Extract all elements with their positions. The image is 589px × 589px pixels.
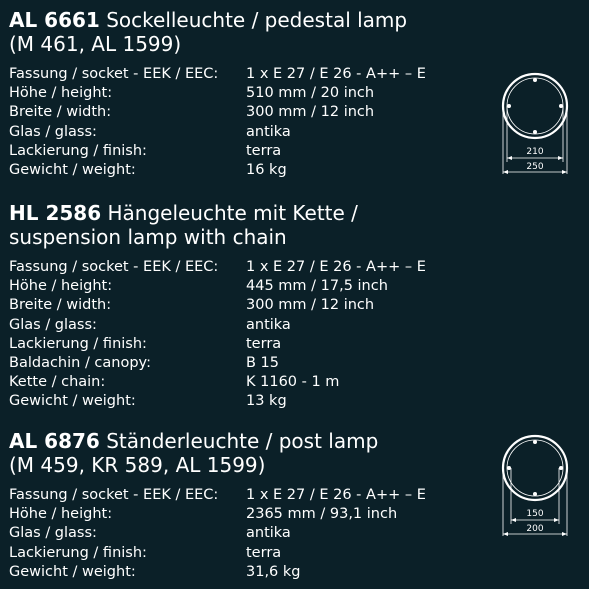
spec-value: B 15 [246,355,280,372]
spec-value: K 1160 - 1 m [246,374,340,391]
spec-row [9,563,479,582]
spec-row [9,524,479,543]
spec-value: 445 mm / 17,5 inch [246,278,388,295]
spec-label: Kette / chain: [9,374,106,391]
base-dimension-diagram [495,430,577,548]
spec-row [9,123,479,142]
spec-label: Gewicht / weight: [9,162,136,179]
spec-value: antika [246,123,291,140]
spec-label: Gewicht / weight: [9,393,136,410]
spec-label: Baldachin / canopy: [9,355,151,372]
spec-value: 31,6 kg [246,563,301,580]
product-hl-2586 [9,201,479,412]
spec-value: 1 x E 27 / E 26 - A++ – E [246,487,426,503]
spec-row [9,316,479,335]
spec-label: Lackierung / finish: [9,335,147,352]
base-plan-icon [503,74,567,138]
product-name: Ständerleuchte / post lamp [106,429,379,453]
spec-label: Lackierung / finish: [9,544,147,561]
spec-row [9,335,479,354]
spec-label: Glas / glass: [9,316,97,333]
spec-label: Breite / width: [9,104,112,121]
spec-row [9,258,479,277]
spec-row [9,505,479,524]
spec-row [9,392,479,411]
spec-table [9,65,479,180]
spec-row [9,103,479,122]
spec-label: Glas / glass: [9,123,97,140]
base-plan-icon [503,436,567,500]
spec-value: antika [246,316,291,333]
spec-value: terra [246,544,282,561]
spec-value: 300 mm / 12 inch [246,297,375,314]
product-title-line2: suspension lamp with chain [9,225,287,249]
product-al-6876 [9,429,479,582]
spec-label: Höhe / height: [9,85,113,102]
inner-diameter-label: 210 [526,147,544,157]
spec-value: antika [246,525,291,542]
product-code: HL 2586 [9,201,102,225]
product-title-line2: (M 461, AL 1599) [9,32,182,56]
spec-value: terra [246,142,282,159]
spec-label: Höhe / height: [9,278,113,295]
product-title [9,429,479,453]
base-dimension-diagram [495,68,577,186]
inner-diameter-label: 150 [526,509,544,519]
spec-value: 510 mm / 20 inch [246,85,375,102]
spec-row [9,296,479,315]
spec-row [9,142,479,161]
spec-table [9,486,479,582]
spec-table [9,258,479,412]
spec-value: 1 x E 27 / E 26 - A++ – E [246,66,426,82]
spec-value: 16 kg [246,162,287,179]
product-al-6661 [9,8,479,180]
spec-row [9,544,479,563]
spec-value: 13 kg [246,393,287,410]
spec-row [9,65,479,84]
spec-label: Gewicht / weight: [9,563,136,580]
spec-row [9,486,479,505]
spec-value: 1 x E 27 / E 26 - A++ – E [246,259,426,275]
spec-label: Glas / glass: [9,525,97,542]
spec-row [9,277,479,296]
spec-value: terra [246,335,282,352]
spec-row [9,161,479,180]
product-code: AL 6876 [9,429,100,453]
spec-row [9,84,479,103]
product-name: Sockelleuchte / pedestal lamp [106,8,408,32]
spec-value: 2365 mm / 93,1 inch [246,506,398,523]
outer-diameter-label: 250 [526,162,544,172]
spec-label: Fassung / socket - EEK / EEC: [9,66,219,82]
spec-row [9,373,479,392]
product-title [9,201,479,225]
spec-row [9,354,479,373]
spec-label: Lackierung / finish: [9,142,147,159]
spec-label: Höhe / height: [9,506,113,523]
spec-value: 300 mm / 12 inch [246,104,375,121]
spec-label: Breite / width: [9,297,112,314]
product-code: AL 6661 [9,8,100,32]
product-title-line2: (M 459, KR 589, AL 1599) [9,453,266,477]
outer-diameter-label: 200 [526,524,544,534]
product-title [9,8,479,32]
product-name: Hängeleuchte mit Kette / [107,201,358,225]
spec-label: Fassung / socket - EEK / EEC: [9,259,219,275]
spec-label: Fassung / socket - EEK / EEC: [9,487,219,503]
